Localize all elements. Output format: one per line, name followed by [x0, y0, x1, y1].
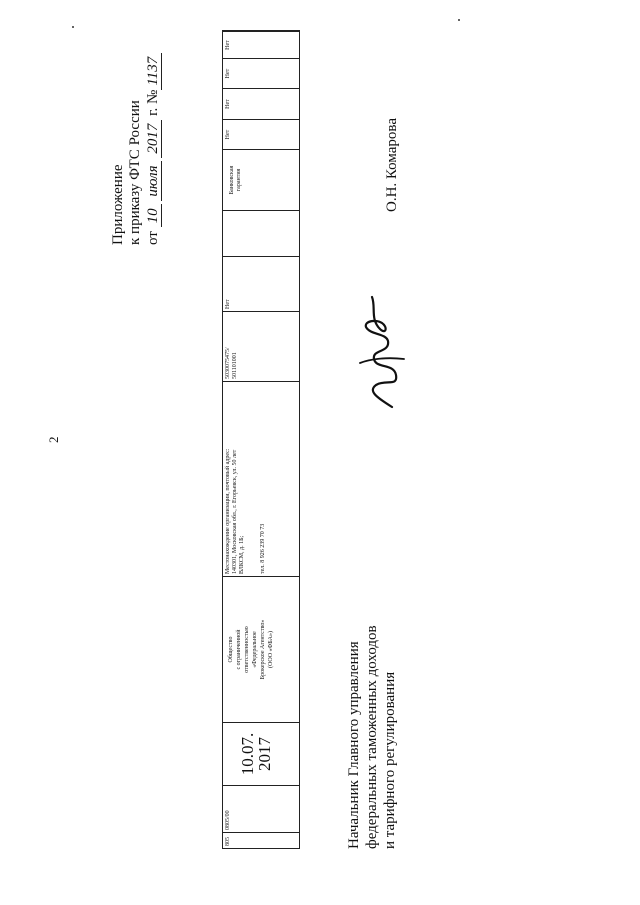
cell-flag-3: Нет — [223, 88, 299, 119]
order-date-line — [145, 53, 162, 245]
signer-title-line-3: и тарифного регулирования — [382, 671, 398, 849]
signer-name: О.Н. Комарова — [384, 118, 400, 212]
handwritten-month: июля — [146, 161, 162, 200]
cell-organization: Общество с ограниченной ответственностью «Федеральное Брокерское Агентство» (ООО «ФБА») — [223, 576, 299, 722]
handwritten-order-number: 1137 — [146, 53, 162, 90]
cell-flag-2: Нет — [223, 119, 299, 149]
handwritten-day: 10 — [146, 204, 162, 227]
cell-flag-1: Нет — [223, 256, 299, 311]
handwritten-inclusion-year: 2017 — [255, 737, 274, 771]
handwritten-signature — [346, 285, 416, 415]
year-suffix: г. — [145, 107, 161, 116]
order-reference: к приказу ФТС России — [127, 100, 143, 245]
page-number: 2 — [46, 436, 61, 443]
date-prefix: от — [145, 231, 161, 245]
appendix-title: Приложение — [110, 164, 126, 245]
number-sign: № — [145, 89, 161, 104]
registry-table — [222, 30, 300, 849]
cell-inn-kpp: 5030075475/ 501101001 — [223, 311, 299, 381]
cell-empty — [223, 210, 299, 256]
cell-address: Местонахождение организации, почтовый адрес: 140301, Московская обл., г. Егорьевск, ул. 50 лет ВЛКСМ, д. 1Б; тел. 8 926 239 70 73 — [223, 381, 299, 576]
cell-flag-4: Нет — [223, 58, 299, 88]
cell-code: 0805/00 — [223, 785, 299, 832]
handwritten-year: 2017 — [146, 120, 162, 158]
cell-guarantee: Банковская гарантия — [223, 149, 299, 210]
cell-date — [223, 722, 299, 785]
handwritten-inclusion-date: 10.07. — [238, 732, 257, 776]
signer-title-line-1: Начальник Главного управления — [346, 641, 362, 849]
cell-flag-5: Нет — [225, 40, 231, 50]
cell-reg-number: 805 — [223, 832, 299, 848]
signer-title-line-2: федеральных таможенных доходов — [364, 625, 380, 849]
